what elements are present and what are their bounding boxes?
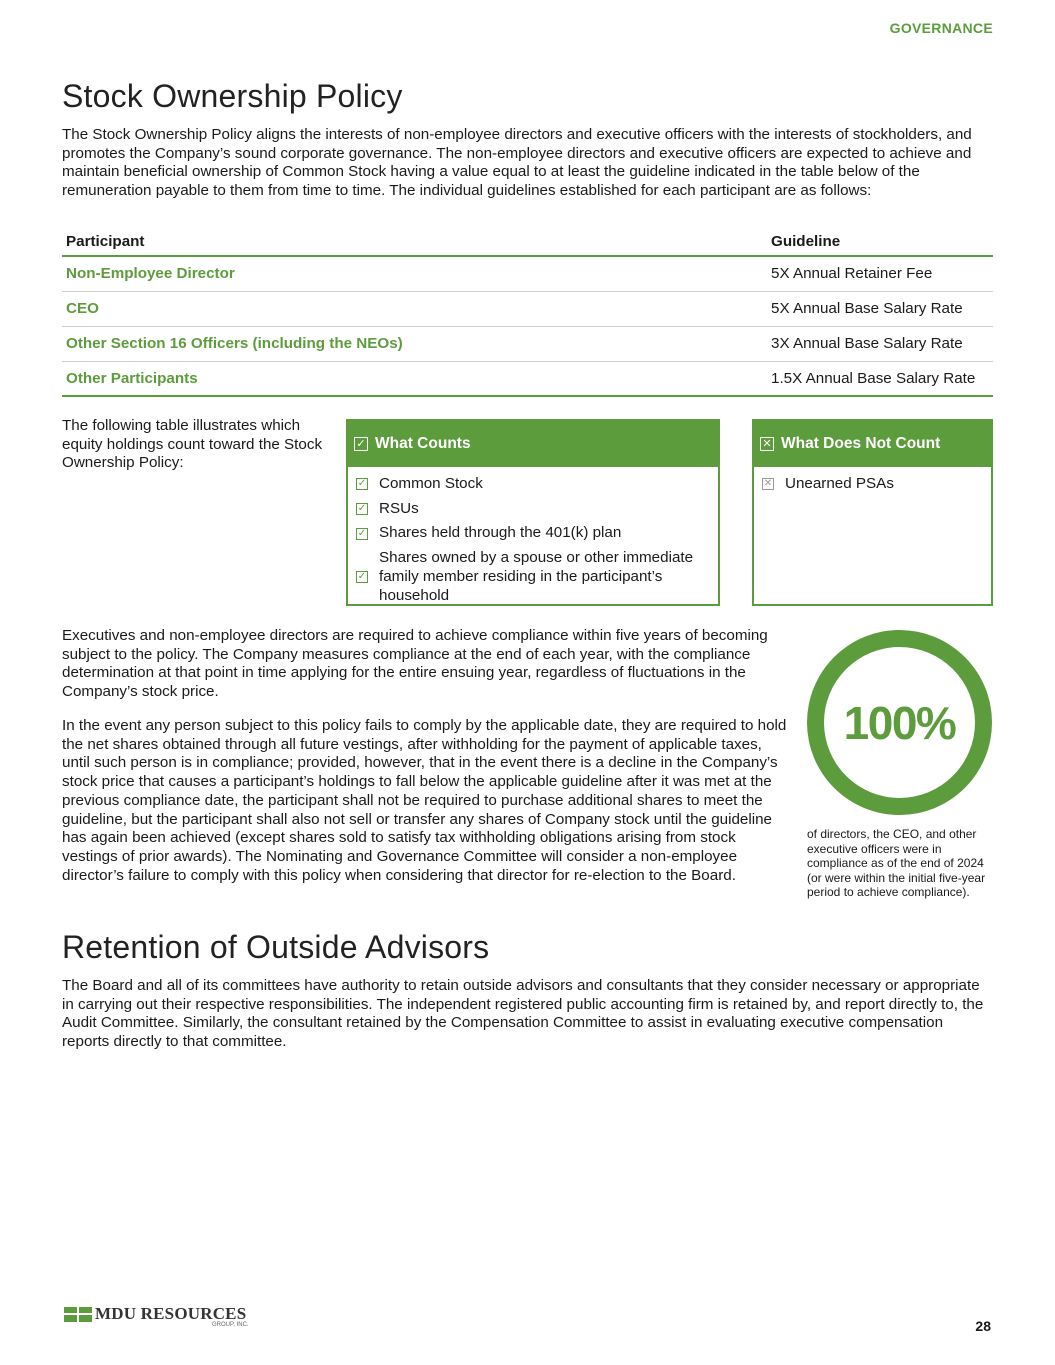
retention-body: The Board and all of its committees have authority to retain outside advisors and consultants that they consider necessary or appropriate in carrying out their respective responsibilities. The independent registered public accounting firm is retained by, and report directly to, the Audit Committee. Similarly, the consultant retained by the Compensation Committee to assist in evaluating executive compensation reports directly to that committee. [62, 977, 984, 1051]
holdings-intro: The following table illustrates which equity holdings count toward the Stock Ownership Policy: [62, 417, 323, 472]
what-not-count-title: What Does Not Count [781, 435, 941, 452]
check-icon: ✓ [357, 571, 367, 583]
policy-intro: The Stock Ownership Policy aligns the interests of non-employee directors and executive officers with the interests of stockholders, and promotes the Company’s sound corporate governance. The non-employee directors and executive officers are expected to achieve and maintain beneficial ownership of Common Stock having a value equal to at least the guideline indicated in the table below of the remuneration payable to them from time to time. The individual guidelines established for each participant are as follows: [62, 126, 972, 200]
what-not-count-list [754, 467, 991, 494]
retention-title: Retention of Outside Advisors [62, 929, 490, 965]
table-row [62, 256, 993, 291]
guideline-cell: 5X Annual Retainer Fee [767, 256, 993, 291]
compliance-paragraph-1: Executives and non-employee directors are required to achieve compliance within five years of becoming subject to the policy. The Company measures compliance at the end of each year, with the compliance determination at that point in time applying for the entire ensuing year, regardless of fluctuations in the Company’s stock price. [62, 627, 768, 701]
guideline-cell: 1.5X Annual Base Salary Rate [767, 361, 993, 396]
list-item-text: RSUs [379, 499, 419, 517]
list-item-text: Common Stock [379, 475, 483, 492]
participant-cell: CEO [62, 291, 767, 326]
logo-subtext: GROUP, INC. [212, 1322, 249, 1328]
what-not-count-header [754, 421, 991, 467]
participant-cell: Other Participants [62, 361, 767, 396]
list-item [354, 500, 718, 519]
guideline-cell: 5X Annual Base Salary Rate [767, 291, 993, 326]
what-counts-box [346, 419, 720, 606]
what-not-count-box [752, 419, 993, 606]
list-item [354, 524, 718, 543]
table-row [62, 291, 993, 326]
participant-cell: Non-Employee Director [62, 256, 767, 291]
list-item-text: Shares held through the 401(k) plan [379, 524, 622, 542]
section-tag: GOVERNANCE [889, 20, 993, 36]
what-counts-title: What Counts [375, 435, 471, 452]
list-item [354, 475, 718, 494]
header-participant: Participant [62, 227, 767, 256]
compliance-stat-value: 100% [843, 696, 956, 749]
compliance-stat-caption: of directors, the CEO, and other executive officers were in compliance as of the end of 2024 (or were within the initial five-year period to achieve compliance). [807, 827, 986, 900]
logo-text: MDU RESOURCES [95, 1304, 247, 1323]
list-item [354, 549, 718, 605]
what-counts-list [348, 467, 718, 605]
checkbox-checked-icon: ✓ [354, 437, 368, 451]
list-item [760, 475, 991, 494]
x-icon: ✕ [763, 478, 773, 490]
header-guideline: Guideline [767, 227, 993, 256]
company-logo [64, 1304, 249, 1328]
guideline-cell: 3X Annual Base Salary Rate [767, 326, 993, 361]
logo-mark-icon [64, 1307, 92, 1322]
compliance-paragraph-2: In the event any person subject to this policy fails to comply by the applicable date, they are required to hold the net shares obtained through all future vestings, after withholding for the payment of applicable taxes, until such person is in compliance; provided, however, that in the event there is a decline in the Company’s stock price that causes a participant’s holdings to fall below the applicable guideline after it was met at the previous compliance date, the participant shall not be required to purchase additional shares to meet the guideline, but the participant shall also not sell or transfer any shares of Company stock until the guideline has again been achieved (except shares sold to satisfy tax withholding obligations arising from stock vestings of prior awards). The Nominating and Governance Committee will consider a non-employee director’s failure to comply with this policy when considering that director for re-election to the Board. [62, 717, 787, 884]
table-header-row [62, 227, 993, 256]
check-icon: ✓ [357, 503, 367, 515]
list-item-text: Unearned PSAs [785, 475, 894, 492]
table-row [62, 326, 993, 361]
guideline-table [62, 227, 993, 397]
participant-cell: Other Section 16 Officers (including the NEOs) [62, 326, 767, 361]
compliance-donut [807, 630, 992, 815]
page-title: Stock Ownership Policy [62, 78, 403, 114]
table-row [62, 361, 993, 396]
check-icon: ✓ [357, 478, 367, 490]
page-number: 28 [975, 1318, 991, 1334]
check-icon: ✓ [357, 527, 367, 539]
what-counts-header [348, 421, 718, 467]
list-item-text: Shares owned by a spouse or other immediate family member residing in the participant’s household [379, 549, 694, 604]
checkbox-x-icon: ✕ [760, 437, 774, 451]
